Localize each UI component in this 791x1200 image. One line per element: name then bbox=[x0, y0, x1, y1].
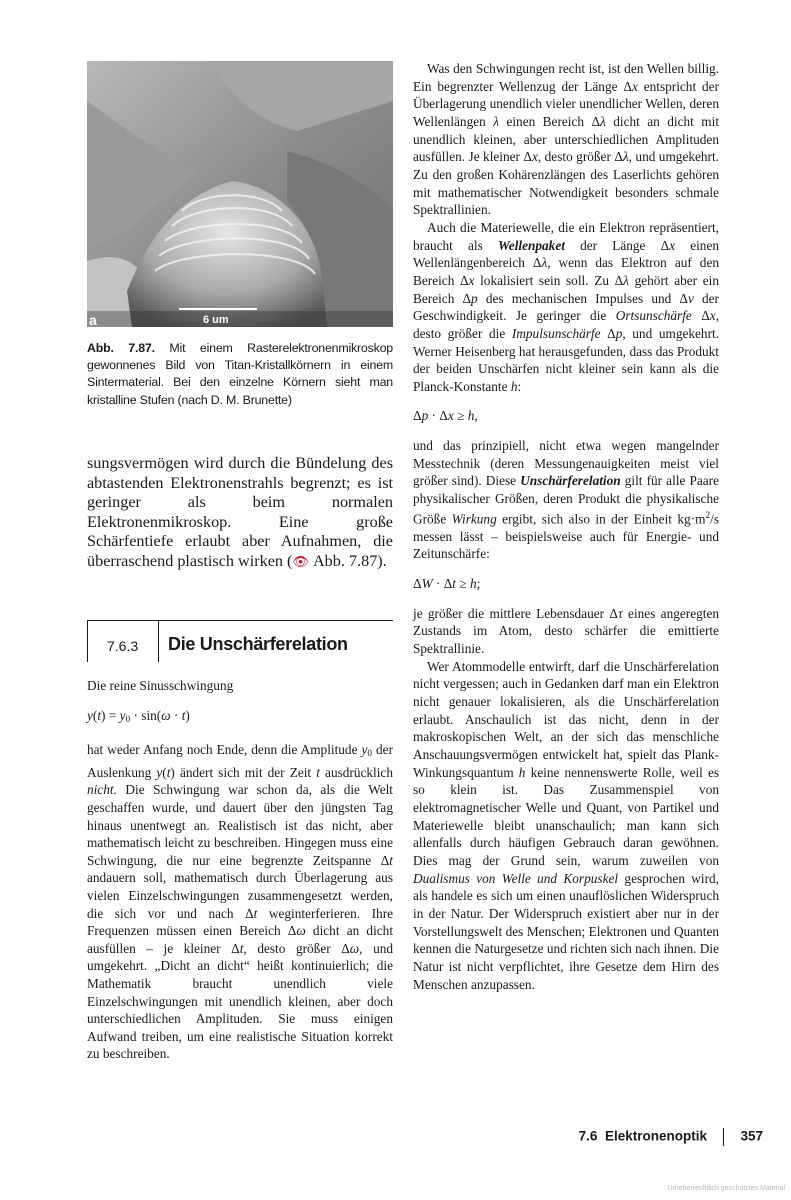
panel-letter: a bbox=[89, 312, 97, 327]
scale-bar-label: 6 um bbox=[203, 314, 229, 326]
right-column-body bbox=[413, 60, 719, 993]
equation-heisenberg: Δp · Δx ≥ h, bbox=[413, 408, 478, 424]
section-heading bbox=[87, 620, 393, 662]
paragraph: Wer Atommodelle entwirft, darf die Unschärferelation nicht vergessen; auch in Gedanken darf man ein Elektron nicht genauer lokalisieren, als die Unschärferelation erlaubt. Anschaulich ist das nicht, denn in der makroskopischen Welt, an der sich das menschliche Anschauungsvermögen entwickelt hat, spielt das Plank-Winkungsquantum h keine nennenswerte Rolle, weil es so klein ist. Das Zusammenspiel von elektromagnetischer Welle und Quant, von Partikel und Materiewelle bleibt unanschaulich; man kann sich allenfalls durch häufigen Gebrauch daran gewöhnen. Dies mag der Grund sein, warum zuweilen von Dualismus von Welle und Korpuskel gesprochen wird, als handele es sich um einen unauflöslichen Widerspruch in der Natur. Der Widerspruch existiert aber nur in der Vorstellungswelt des Menschen; Elektronen und Quanten kennen die Naturgesetze und richten sich nach ihnen. Die Natur ist nicht verpflichtet, ihre Gesetze dem Hirn des Menschen anzupassen. bbox=[413, 658, 720, 992]
paragraph: Was den Schwingungen recht ist, ist den Wellen billig. Ein begrenzter Wellenzug der Länge Δx entspricht der Überlagerung unendlich vieler unendlicher Wellen, deren Wellenlängen λ einen Bereich Δλ dicht an dicht mit unendlich kleinen, aber unterschiedlichen Amplituden ausfüllen. Je kleiner Δx, desto größer Δλ, und umgekehrt. Zu den großen Kohärenzlängen des Laserlichts gehören mit mathematischer Notwendigkeit besonders schmale Spektrallinien. bbox=[413, 61, 720, 218]
sem-image bbox=[87, 61, 393, 327]
paragraph: und das prinzipiell, nicht etwa wegen mangelnder Messtechnik (deren Messungenauigkeiten meist viel größer sind). Diese Unschärferelation gilt für alle Paare physikalischer Größen, deren Produkt die physikalische Größe Wirkung ergibt, sich also in der Einheit $kg\cdot m^2/s$ messen lässt – beispielsweise auch für Energie- und Zeitunschärfe: bbox=[413, 438, 719, 562]
paragraph: hat weder Anfang noch Ende, denn die Amplitude $y_0$ der Auslenkung y(t) ändert sich mit der Zeit t ausdrücklich nicht. Die Schwingung war schon da, als die Welt geschaffen wurde, und dauert über den jüngsten Tag hinaus unentwegt an. Realistisch ist das nicht, aber mathematisch leicht zu beschreiben. Hingegen muss eine Schwingung, die nur eine begrenzte Zeitspanne Δt andauern soll, mathematisch durch Überlagerung aus vielen Einzelschwingungen zusammengesetzt werden, die sich vor und nach Δt weginterferieren. Ihre Frequenzen müssen einen Bereich Δω dicht an dicht ausfüllen – je kleiner Δt, desto größer Δω, und umgekehrt. „Dicht an dicht“ heißt kontinuierlich; die Mathematik braucht unendlich viele Einzelschwingungen mit unendlich kleinen, aber doch unterschiedlichen Amplituden. Sie muss einigen Aufwand treiben, um eine realistische Situation korrekt zu beschreiben. bbox=[87, 742, 394, 1062]
equation-energy-time: ΔW · Δt ≥ h; bbox=[413, 576, 481, 592]
page-number: 357 bbox=[740, 1128, 763, 1144]
paragraph: Auch die Materiewelle, die ein Elektron repräsentiert, braucht als Wellenpaket der Länge Δx einen Wellenlängenbereich Δλ, wenn das Elektron auf den Bereich Δx lokalisiert sein soll. Zu Δλ gehört aber ein Bereich Δp des mechanischen Impulses und Δv der Geschwindigkeit. Je geringer die Ortsunschärfe Δx, desto größer die Impulsunschärfe Δp, und umgekehrt. Werner Heisenberg hat herausgefunden, dass das Produkt der beiden Unschärfen nicht kleiner sein kann als die Planck-Konstante h: bbox=[413, 219, 720, 394]
section-number: 7.6.3 bbox=[107, 638, 139, 654]
left-column-body bbox=[87, 677, 393, 1063]
caption-label: Abb. 7.87. bbox=[87, 341, 155, 355]
eye-icon[interactable]: 👁 bbox=[292, 554, 309, 570]
section-title: Die Unschärferelation bbox=[168, 634, 348, 654]
intro-line: Die reine Sinusschwingung bbox=[87, 678, 234, 693]
paragraph: je größer die mittlere Lebensdauer Δτ eines angeregten Zustands im Atom, desto schärfer die emittierte Spektrallinie. bbox=[413, 605, 720, 657]
figure-caption bbox=[87, 340, 393, 409]
page-footer bbox=[0, 1128, 763, 1146]
equation-sinus: $y(t) = y_0 \cdot \sin(\omega \cdot t)$ bbox=[87, 707, 190, 725]
sem-figure bbox=[87, 61, 393, 327]
caption-text: Mit einem Rasterelektronenmikroskop gewonnenes Bild von Titan-Kristallkörnern in einem Sintermaterial. Bei den einzelne Körnern sieht man kristalline Stufen (nach D. M. Brunette) bbox=[87, 341, 393, 407]
running-head: 7.6 Elektronenoptik bbox=[578, 1128, 707, 1144]
figure-reference-link[interactable]: Abb. 7.87). bbox=[312, 551, 387, 570]
watermark: Urheberrechtlich geschütztes Material bbox=[667, 1185, 785, 1192]
left-continuation: sungsvermögen wird durch die Bündelung des abtastenden Elektronenstrahls begrenzt; es ist geringer als beim normalen Elektronenmikroskop. Eine große Schärfentiefe erlaubt aber Aufnahmen, die überraschend plastisch wirken (👁 Abb. 7.87). bbox=[87, 454, 393, 570]
footer-divider bbox=[723, 1128, 725, 1146]
